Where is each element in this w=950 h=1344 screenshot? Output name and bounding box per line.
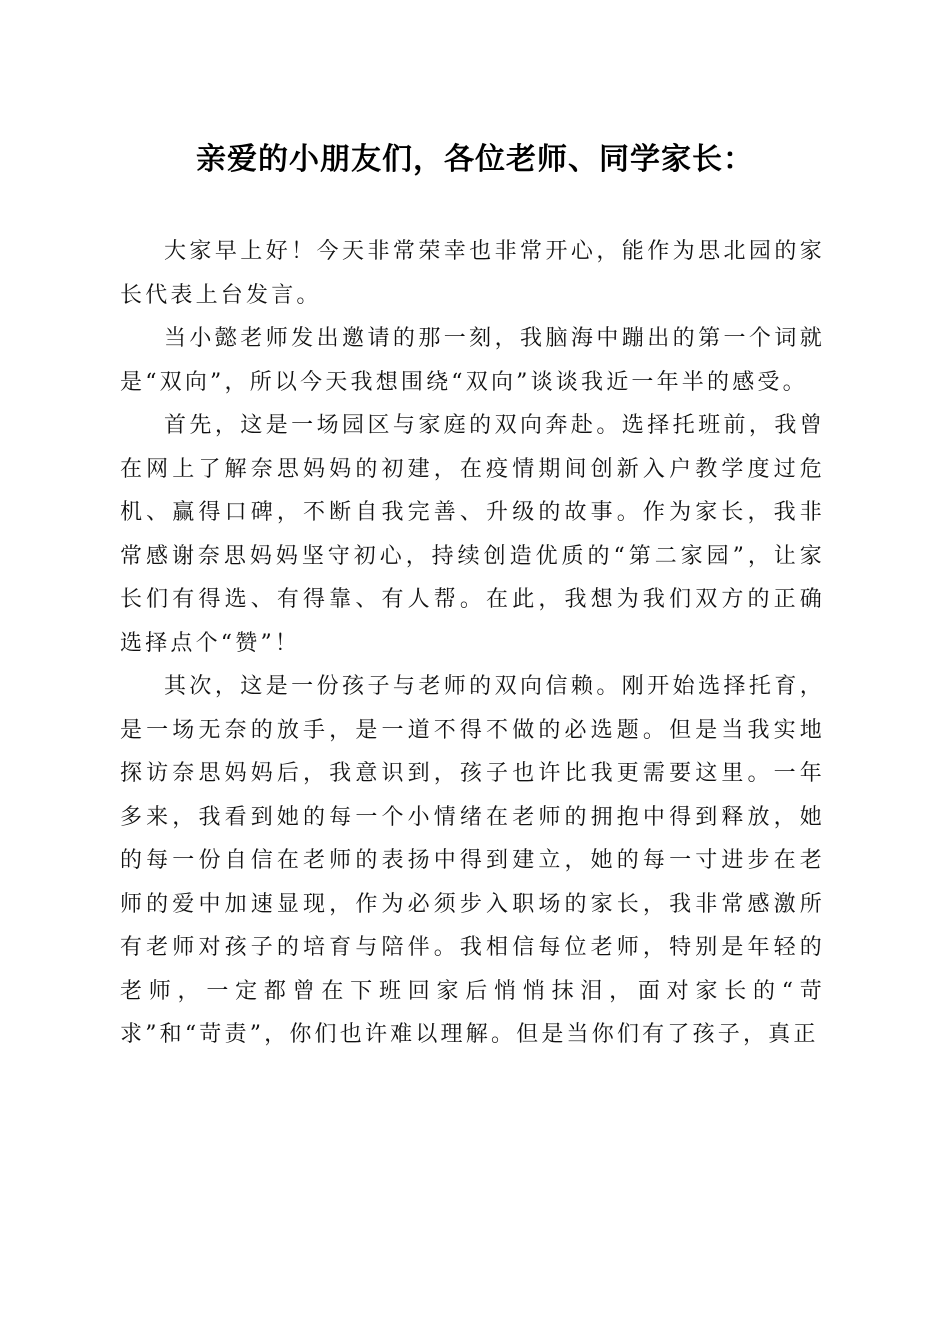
paragraph: 其次，这是一份孩子与老师的双向信赖。刚开始选择托育，是一场无奈的放手，是一道不得不做的必选题。但是当我实地探访奈思妈妈后，我意识到，孩子也许比我更需要这里。一年多来，我看到她的每一个小情绪在老师的拥抱中得到释放，她的每一份自信在老师的表扬中得到建立，她的每一寸进步在老师的爱中加速显现，作为必须步入职场的家长，我非常感激所有老师对孩子的培育与陪伴。我相信每位老师，特别是年轻的老师，一定都曾在下班回家后悄悄抹泪，面对家长的“苛求”和“苛责”，你们也许难以理解。但是当你们有了孩子，真正 [120, 674, 825, 1047]
page-title: 亲爱的小朋友们，各位老师、同学家长： [196, 142, 754, 177]
paragraph: 当小懿老师发出邀请的那一刻，我脑海中蹦出的第一个词就是“双向”，所以今天我想围绕“双向”谈谈我近一年半的感受。 [120, 326, 825, 395]
paragraph: 大家早上好！今天非常荣幸也非常开心，能作为思北园的家长代表上台发言。 [120, 239, 825, 308]
paragraph: 首先，这是一场园区与家庭的双向奔赴。选择托班前，我曾在网上了解奈思妈妈的初建，在疫情期间创新入户教学度过危机、赢得口碑，不断自我完善、升级的故事。作为家长，我非常感谢奈思妈妈坚守初心，持续创造优质的“第二家园”，让家长们有得选、有得靠、有人帮。在此，我想为我们双方的正确选择点个“赞”！ [120, 413, 825, 656]
document-body [120, 230, 825, 1057]
